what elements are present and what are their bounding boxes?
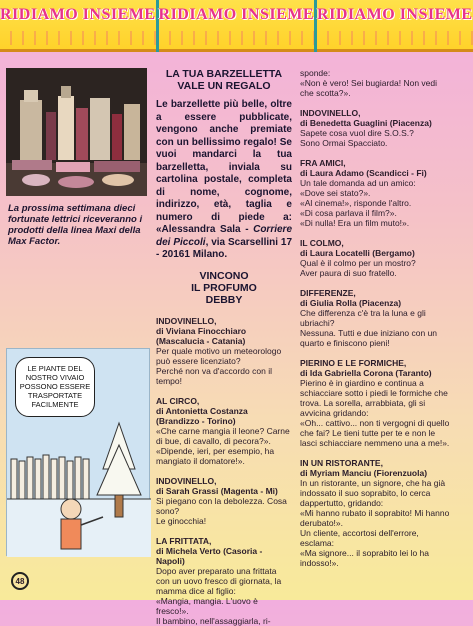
- joke: [300, 68, 452, 98]
- joke-heading: INDOVINELLO, di Sarah Grassi (Magenta - Mi): [156, 475, 278, 496]
- banner-title: RIDIAMO INSIEME: [158, 6, 315, 23]
- joke-heading: PIERINO E LE FORMICHE, di Ida Gabriella Corona (Taranto): [300, 358, 432, 378]
- banner-tile: [159, 0, 315, 52]
- joke-body: sponde: «Non è vero! Sei bugiarda! Non vedi che scotta?».: [300, 68, 438, 98]
- joke: [300, 238, 452, 278]
- magazine-name: Corriere dei Piccoli: [156, 224, 292, 248]
- comic-panel: [6, 348, 150, 556]
- prize-line1: VINCONO: [199, 269, 249, 282]
- joke-heading: IN UN RISTORANTE, di Myriam Manciu (Fiorenzuola): [300, 458, 428, 478]
- joke-heading: INDOVINELLO, di Benedetta Guaglini (Piacenza): [300, 108, 432, 128]
- prize-line3: DEBBY: [205, 293, 243, 306]
- banner-tile: [317, 0, 473, 52]
- page-number: 48: [11, 572, 29, 590]
- joke-body: «Che carne mangia il leone? Carne di bue, di cavallo, di pecora?». «Dipende, ieri, per esempio, ha mangiato il domatore!».: [156, 425, 290, 466]
- cosmetics-photo: [6, 68, 147, 196]
- joke-body: In un ristorante, un signore, che ha già indossato il suo soprabito, lo cerca dappertutto, gridando: «Mi hanno rubato il soprabito! Mi hanno derubato!». Un cliente, accortosi dell'errore, esclama: «Ma signore... il soprabito lei lo ha indosso!».: [300, 478, 450, 568]
- prize-heading: [156, 270, 292, 306]
- joke-body: Si piegano con la debolezza. Cosa sono? Le ginocchia!: [156, 495, 287, 526]
- joke-body: Pierino è in giardino e continua a schiacciare sotto i piedi le formiche che trova. La sorella, arrabbiata, gli si avvicina gridando: «Oh... cattivo... non ti vergogni di quello che fai? Le tieni tutte per te e non le lasci schiacciare nemmeno una a me!».: [300, 378, 450, 448]
- joke-body: Dopo aver preparato una frittata con un uovo fresco di giornata, la mamma dice al figlio: «Mangia, mangia. L'uovo è fresco!». Il bambino, nell'assaggiarla, ri-: [156, 565, 282, 626]
- contest-title: [156, 68, 292, 92]
- joke-body: Che differenza c'è tra la luna e gli ubriachi? Nessuna. Tutti e due iniziano con un quarto e finiscono pieni!: [300, 308, 438, 348]
- joke: [156, 316, 292, 386]
- joke-heading: DIFFERENZE, di Giulia Rolla (Piacenza): [300, 288, 402, 308]
- prize-line2: IL PROFUMO: [191, 281, 257, 294]
- joke-body: Per quale motivo un meteorologo può essere licenziato? Perché non va d'accordo con il tempo!: [156, 345, 282, 386]
- contest-description: [156, 99, 292, 262]
- contest-title-line2: VALE UN REGALO: [177, 80, 271, 92]
- joke-heading: INDOVINELLO, di Viviana Finocchiaro (Mascalucia - Catania): [156, 315, 247, 346]
- joke: [156, 476, 292, 526]
- joke: [300, 358, 452, 448]
- speech-bubble: LE PIANTE DEL NOSTRO VIVAIO POSSONO ESSERE TRASPORTATE FACILMENTE: [15, 357, 95, 417]
- joke-heading: IL COLMO, di Laura Locatelli (Bergamo): [300, 238, 415, 258]
- joke-heading: FRA AMICI, di Laura Adamo (Scandicci - Fi): [300, 158, 427, 178]
- joke-body: Qual è il colmo per un mostro? Aver paura di suo fratello.: [300, 258, 416, 278]
- joke-heading: AL CIRCO, di Antonietta Costanza (Brandizzo - Torino): [156, 395, 248, 426]
- banner-title: RIDIAMO INSIEME: [317, 6, 473, 23]
- photo-caption: La prossima settimana dieci fortunate lettrici riceveranno i prodotti della linea Maxi della Max Factor.: [8, 203, 143, 247]
- contest-text-2: , via Scarsellini 17 - 20161 Milano.: [156, 236, 292, 260]
- joke: [300, 288, 452, 348]
- joke: [300, 108, 452, 148]
- joke: [300, 158, 452, 228]
- joke-heading: LA FRITTATA, di Michela Verto (Casoria - Napoli): [156, 535, 263, 566]
- joke-body: Sapete cosa vuol dire S.O.S.? Sono Ormai Spacciato.: [300, 128, 414, 148]
- joke: [156, 536, 292, 626]
- banner-title: RIDIAMO INSIEME: [0, 6, 156, 23]
- column-right: [300, 68, 452, 568]
- banner-tile: [0, 0, 156, 52]
- column-middle: [156, 68, 292, 626]
- contest-title-line1: LA TUA BARZELLETTA: [165, 68, 283, 80]
- contest-text-1: Le barzellette più belle, oltre a essere pubblicate, vengono anche premiate con un bellissimo regalo! Se vuoi mandarci la tua barzelletta, inviala su cartolina postale, completa di nome, cognome, indirizzo, età, taglia e numero di piede a: «Alessandra Sala -: [156, 99, 292, 235]
- cosmetics-illustration: [6, 68, 147, 196]
- joke: [156, 396, 292, 466]
- header-banner: [0, 0, 473, 52]
- joke-body: Un tale domanda ad un amico: «Dove sei stato?». «Al cinema!», risponde l'altro. «Di cosa parlava il film?». «Di nulla! Era un film muto!».: [300, 178, 416, 228]
- joke: [300, 458, 452, 568]
